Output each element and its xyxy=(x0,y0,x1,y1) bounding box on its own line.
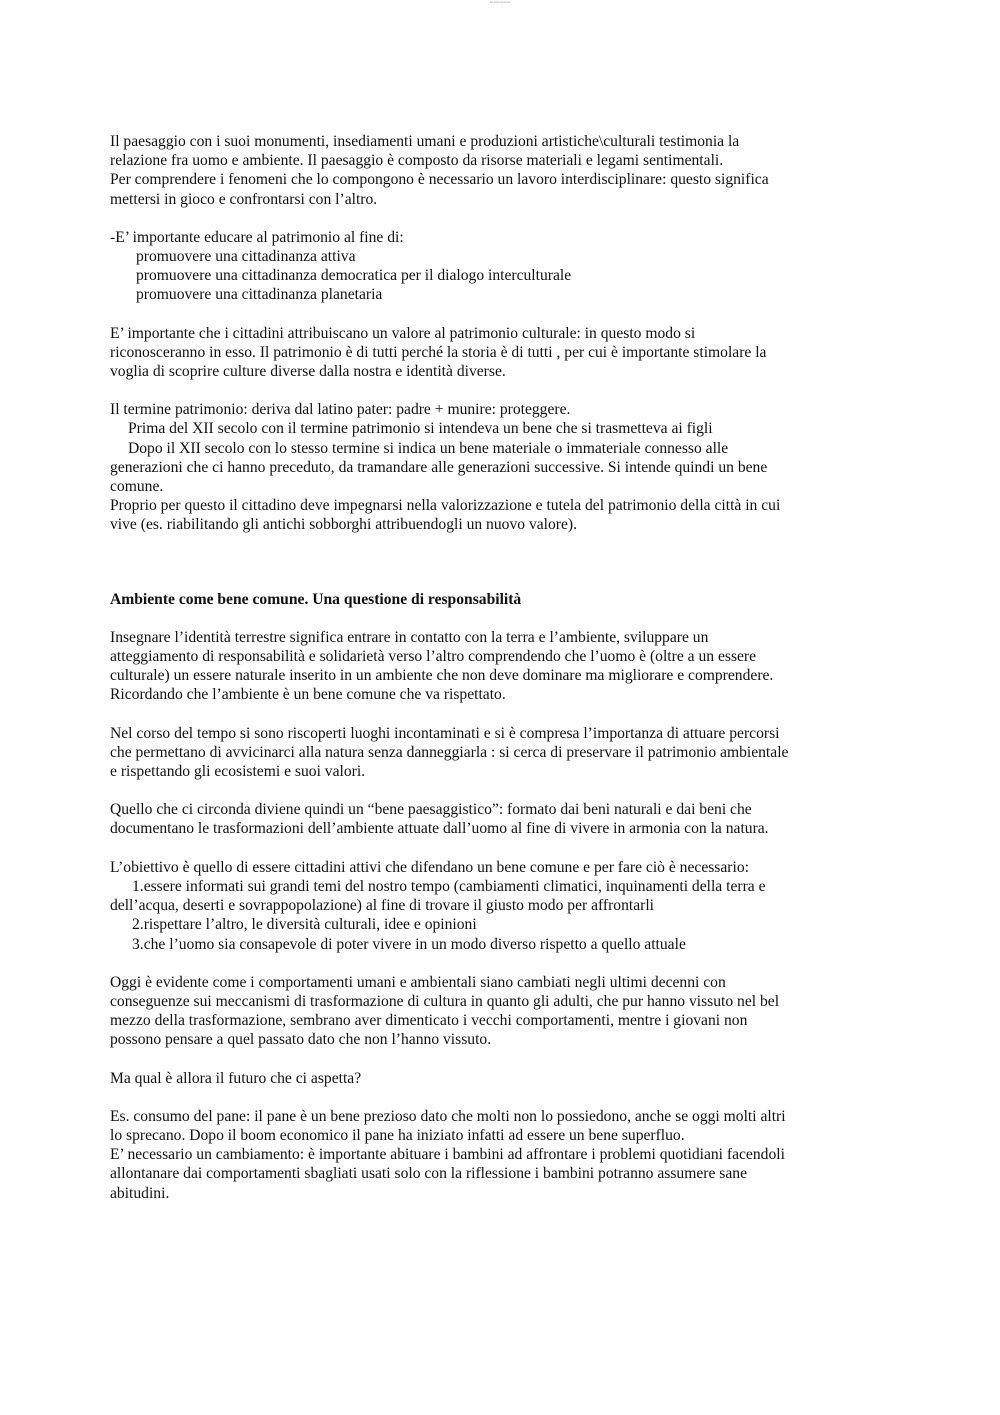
text-line: allontanare dai comportamenti sbagliati usati solo con la riflessione i bambini potranno assumere sane xyxy=(110,1165,747,1183)
text-line: Quello che ci circonda diviene quindi un “bene paesaggistico”: formato dai beni naturali e dai beni che xyxy=(110,801,752,819)
text-line: Per comprendere i fenomeni che lo compongono è necessario un lavoro interdisciplinare: questo significa xyxy=(110,171,769,189)
text-line: culturale) un essere naturale inserito in un ambiente che non deve dominare ma migliorare e comprendere. xyxy=(110,667,774,685)
text-line: atteggiamento di responsabilità e solidarietà verso l’altro comprendendo che l’uomo è (oltre a un essere xyxy=(110,648,757,666)
text-line: Es. consumo del pane: il pane è un bene prezioso dato che molti non lo possiedono, anche se oggi molti altri xyxy=(110,1107,786,1125)
text-line: documentano le trasformazioni dell’ambiente attuate dall’uomo al fine di vivere in armonia con la natura. xyxy=(110,820,769,838)
text-line: -E’ importante educare al patrimonio al fine di: xyxy=(110,228,404,246)
paragraph-landscape-asset xyxy=(110,800,890,838)
text-line: relazione fra uomo e ambiente. Il paesaggio è composto da risorse materiali e legami sentimentali. xyxy=(110,152,724,170)
list-item: 3.che l’uomo sia consapevole di poter vivere in un modo diverso rispetto a quello attuale xyxy=(132,935,686,953)
document-body xyxy=(110,132,890,1203)
text-line: che permettano di avvicinarci alla natura senza danneggiarla : si cerca di preservare il patrimonio ambientale xyxy=(110,743,789,761)
text-line: generazioni che ci hanno preceduto, da tramandare alle generazioni successive. Si intende quindi un bene xyxy=(110,458,768,476)
text-line: vive (es. riabilitando gli antichi sobborghi attribuendogli un nuovo valore). xyxy=(110,516,577,534)
paragraph-uncontaminated-places xyxy=(110,724,890,782)
text-line: possono pensare a quel passato dato che non l’hanno vissuto. xyxy=(110,1031,492,1049)
text-line: riconosceranno in esso. Il patrimonio è di tutti perché la storia è di tutti , per cui è importante stimolare la xyxy=(110,343,767,361)
paragraph-earth-identity xyxy=(110,628,890,705)
text-line: voglia di scoprire culture diverse dalla nostra e identità diverse. xyxy=(110,363,506,381)
text-line: abitudini. xyxy=(110,1184,170,1202)
text-line: Nel corso del tempo si sono riscoperti luoghi incontaminati e si è compresa l’importanza di attuare percorsi xyxy=(110,724,780,742)
text-line: mezzo della trasformazione, sembrano aver dimenticato i vecchi comportamenti, mentre i giovani non xyxy=(110,1012,748,1030)
paragraph-citizens-value xyxy=(110,324,890,382)
text-line: Ricordando che l’ambiente è un bene comune che va rispettato. xyxy=(110,686,506,704)
text-line: E’ necessario un cambiamento: è importante abituare i bambini ad affrontare i problemi quotidiani facendoli xyxy=(110,1146,785,1164)
paragraph-landscape xyxy=(110,132,890,209)
text-line: E’ importante che i cittadini attribuiscano un valore al patrimonio culturale: in questo modo si xyxy=(110,324,696,342)
text-line: conseguenze sui meccanismi di trasformazione di cultura in quanto gli adulti, che pur hanno vissuto nel bel xyxy=(110,992,780,1010)
list-item: 1.essere informati sui grandi temi del nostro tempo (cambiamenti climatici, inquinamenti della terra e xyxy=(132,877,766,895)
header-watermark: Scarica Questo xyxy=(489,0,511,4)
paragraph-objective xyxy=(110,858,890,954)
section-heading: Ambiente come bene comune. Una questione di responsabilità xyxy=(110,590,522,608)
text-line: lo sprecano. Dopo il boom economico il pane ha iniziato infatti ad essere un bene superfluo. xyxy=(110,1126,685,1144)
paragraph-heritage-education xyxy=(110,228,890,305)
paragraph-patrimonio-term xyxy=(110,400,890,534)
text-line: L’obiettivo è quello di essere cittadini attivi che difendano un bene comune e per fare ciò è necessario: xyxy=(110,858,749,876)
text-line: Prima del XII secolo con il termine patrimonio si intendeva un bene che si trasmetteva ai figli xyxy=(128,420,713,438)
text-line: comune. xyxy=(110,478,164,496)
paragraph-bread-example xyxy=(110,1107,890,1203)
text-line: Insegnare l’identità terrestre significa entrare in contatto con la terra e l’ambiente, sviluppare un xyxy=(110,628,709,646)
text-line: Ma qual è allora il futuro che ci aspetta? xyxy=(110,1069,362,1087)
list-item: promuovere una cittadinanza attiva xyxy=(136,248,356,266)
list-item: promuovere una cittadinanza democratica per il dialogo interculturale xyxy=(136,267,572,285)
text-line: Oggi è evidente come i comportamenti umani e ambientali siano cambiati negli ultimi decenni con xyxy=(110,973,726,991)
text-line: mettersi in gioco e confrontarsi con l’altro. xyxy=(110,190,378,208)
paragraph-changing-behaviours xyxy=(110,973,890,1050)
text-line: Il termine patrimonio: deriva dal latino pater: padre + munire: proteggere. xyxy=(110,401,571,419)
text-line: dell’acqua, deserti e sovrappopolazione) al fine di trovare il giusto modo per affrontarli xyxy=(110,897,654,915)
list-item: 2.rispettare l’altro, le diversità culturali, idee e opinioni xyxy=(132,916,477,934)
text-line: Il paesaggio con i suoi monumenti, insediamenti umani e produzioni artistiche\culturali testimonia la xyxy=(110,133,740,150)
text-line: Proprio per questo il cittadino deve impegnarsi nella valorizzazione e tutela del patrimonio della città in cui xyxy=(110,497,781,515)
text-line: e rispettando gli ecosistemi e suoi valori. xyxy=(110,763,366,781)
text-line: Dopo il XII secolo con lo stesso termine si indica un bene materiale o immateriale connesso alle xyxy=(128,439,729,457)
list-item: promuovere una cittadinanza planetaria xyxy=(136,286,383,304)
